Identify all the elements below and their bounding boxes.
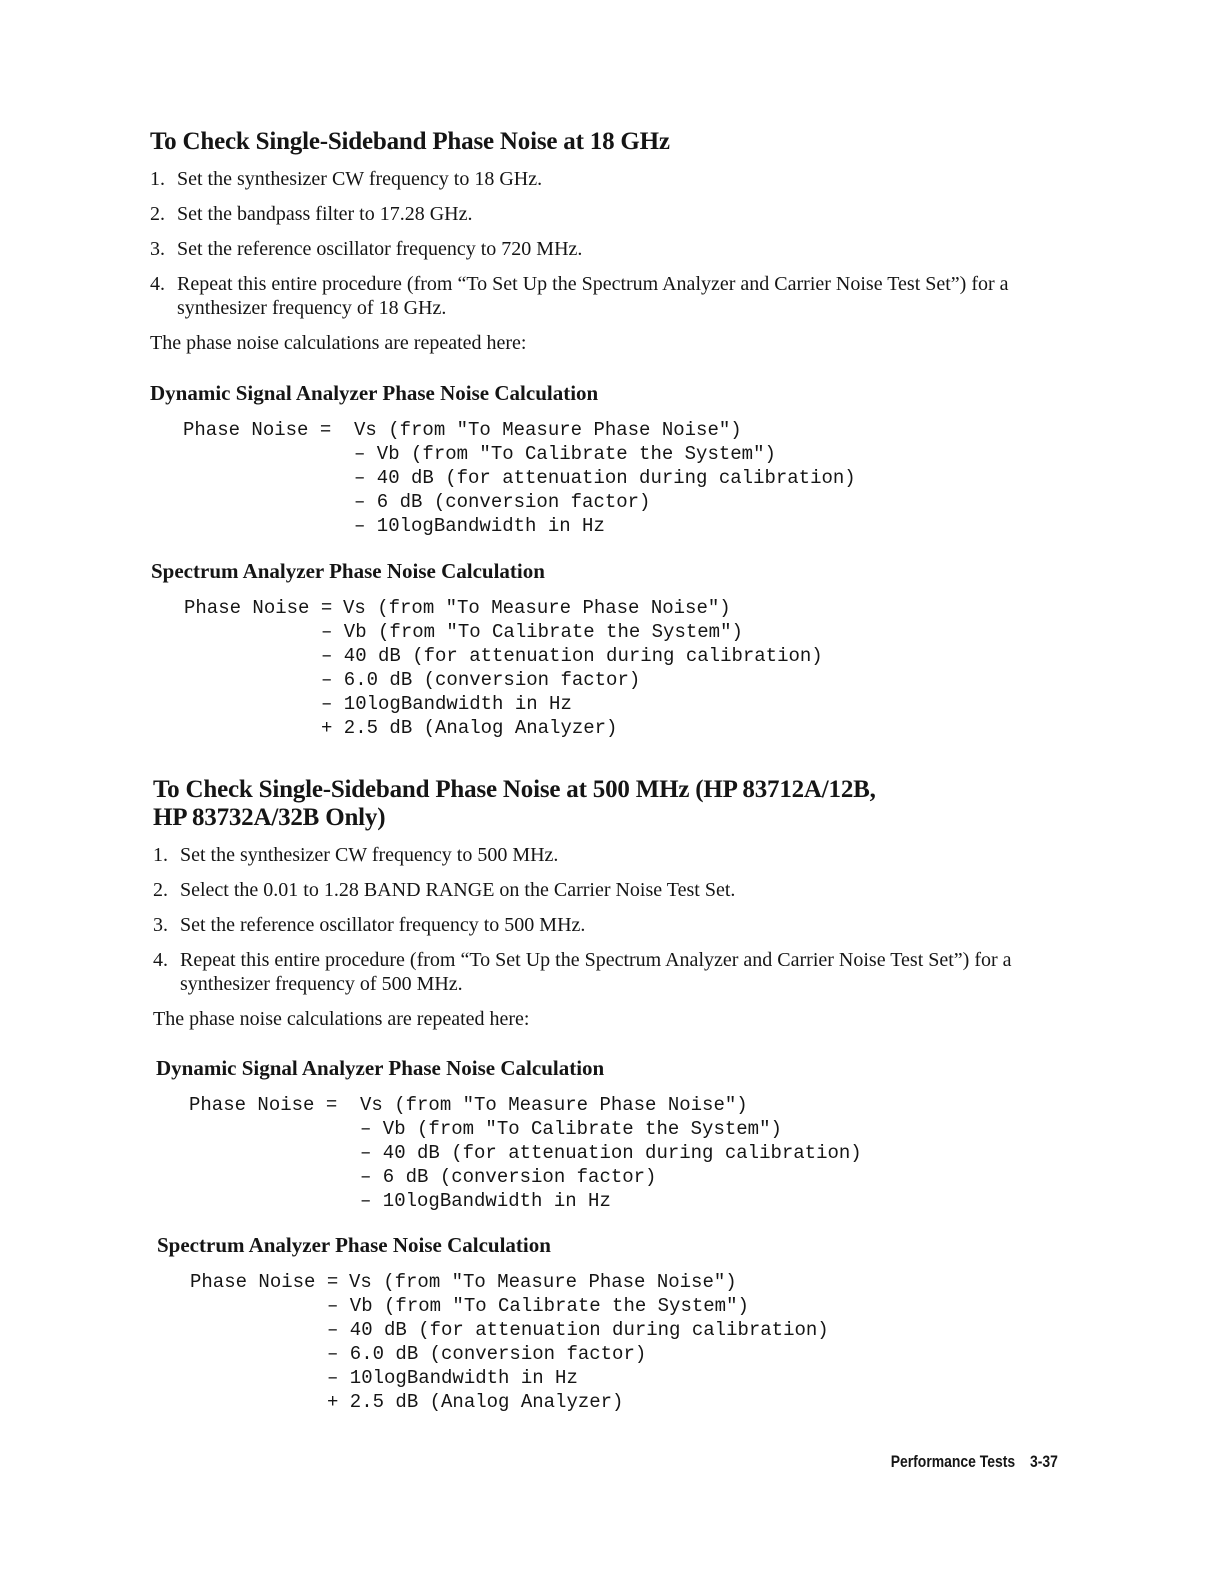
calc-line: – 40 dB (for attenuation during calibration) [360,1142,862,1164]
step-number: 2. [150,203,165,225]
calc-line: – 6.0 dB (conversion factor) [327,1343,647,1365]
step-list [150,167,1090,320]
sa-calc-block [190,1270,890,1420]
calc-line: – 6 dB (conversion factor) [360,1166,657,1188]
dsa-calc-block [183,418,883,543]
step-text: Repeat this entire procedure (from “To Set Up the Spectrum Analyzer and Carrier Noise Test Set”) for a synthesizer frequency of 500 MHz. [180,949,1012,995]
dsa-calc-title: Dynamic Signal Analyzer Phase Noise Calculation [150,381,599,405]
section-title-line: To Check Single-Sideband Phase Noise at 500 MHz (HP 83712A/12B, [153,776,876,803]
step-number: 1. [150,168,165,190]
step-number: 4. [153,949,168,971]
dsa-calc-title: Dynamic Signal Analyzer Phase Noise Calculation [156,1056,605,1080]
intro-text: The phase noise calculations are repeated here: [150,332,527,354]
step-text: Set the bandpass filter to 17.28 GHz. [177,203,473,225]
calc-line: – 40 dB (for attenuation during calibration) [321,645,823,667]
calc-lhs: Phase Noise = [189,1094,338,1116]
calc-line: Vs (from "To Measure Phase Noise") [360,1094,748,1116]
list-item [150,202,1090,226]
section-500mhz [153,776,1093,1031]
step-text: Set the reference oscillator frequency to 720 MHz. [177,238,583,260]
calc-line: – 10logBandwidth in Hz [354,515,605,537]
calc-line: – 40 dB (for attenuation during calibration) [354,467,856,489]
list-item [153,843,1093,867]
calc-line: Vs (from "To Measure Phase Noise") [354,419,742,441]
step-text: Repeat this entire procedure (from “To Set Up the Spectrum Analyzer and Carrier Noise Test Set”) for a synthesizer frequency of 18 GHz. [177,273,1009,319]
step-number: 3. [153,914,168,936]
calc-line: + 2.5 dB (Analog Analyzer) [327,1391,624,1413]
calc-lhs: Phase Noise = [183,419,332,441]
calc-line: – 10logBandwidth in Hz [321,693,572,715]
calc-lhs: Phase Noise = [184,597,333,619]
step-number: 2. [153,879,168,901]
intro-text: The phase noise calculations are repeated here: [153,1008,530,1030]
calc-line: – Vb (from "To Calibrate the System") [321,621,743,643]
calc-line: – 6 dB (conversion factor) [354,491,651,513]
calc-line: – 10logBandwidth in Hz [327,1367,578,1389]
page-number: 3-37 [1030,1452,1058,1471]
calc-line: Vs (from "To Measure Phase Noise") [343,597,731,619]
step-list [153,843,1093,996]
calc-line: – 10logBandwidth in Hz [360,1190,611,1212]
list-item [150,167,1090,191]
sa-calc-title: Spectrum Analyzer Phase Noise Calculation [157,1233,551,1257]
calc-line: – Vb (from "To Calibrate the System") [360,1118,782,1140]
sa-calc-title: Spectrum Analyzer Phase Noise Calculation [151,559,545,583]
list-item [153,948,1050,996]
sa-calc-block [184,596,884,746]
step-text: Set the synthesizer CW frequency to 500 MHz. [180,844,559,866]
step-text: Set the synthesizer CW frequency to 18 GHz. [177,168,543,190]
dsa-calc-block [189,1093,889,1218]
step-text: Select the 0.01 to 1.28 BAND RANGE on the Carrier Noise Test Set. [180,879,736,901]
calc-line: – Vb (from "To Calibrate the System") [327,1295,749,1317]
list-item [153,878,1093,902]
step-text: Set the reference oscillator frequency to 500 MHz. [180,914,586,936]
calc-line: – Vb (from "To Calibrate the System") [354,443,776,465]
list-item [153,913,1093,937]
step-number: 4. [150,273,165,295]
calc-line: + 2.5 dB (Analog Analyzer) [321,717,618,739]
calc-lhs: Phase Noise = [190,1271,339,1293]
page-footer [891,1452,1058,1472]
calc-line: Vs (from "To Measure Phase Noise") [349,1271,737,1293]
section-title: To Check Single-Sideband Phase Noise at 18 GHz [150,128,670,155]
step-number: 1. [153,844,168,866]
calc-line: – 6.0 dB (conversion factor) [321,669,641,691]
section-18ghz [150,128,1090,355]
list-item [150,237,1090,261]
footer-section-name: Performance Tests [890,1452,1016,1471]
section-title [153,776,1093,832]
step-number: 3. [150,238,165,260]
calc-line: – 40 dB (for attenuation during calibration) [327,1319,829,1341]
section-title-line: HP 83732A/32B Only) [153,804,386,831]
list-item [150,272,1047,320]
